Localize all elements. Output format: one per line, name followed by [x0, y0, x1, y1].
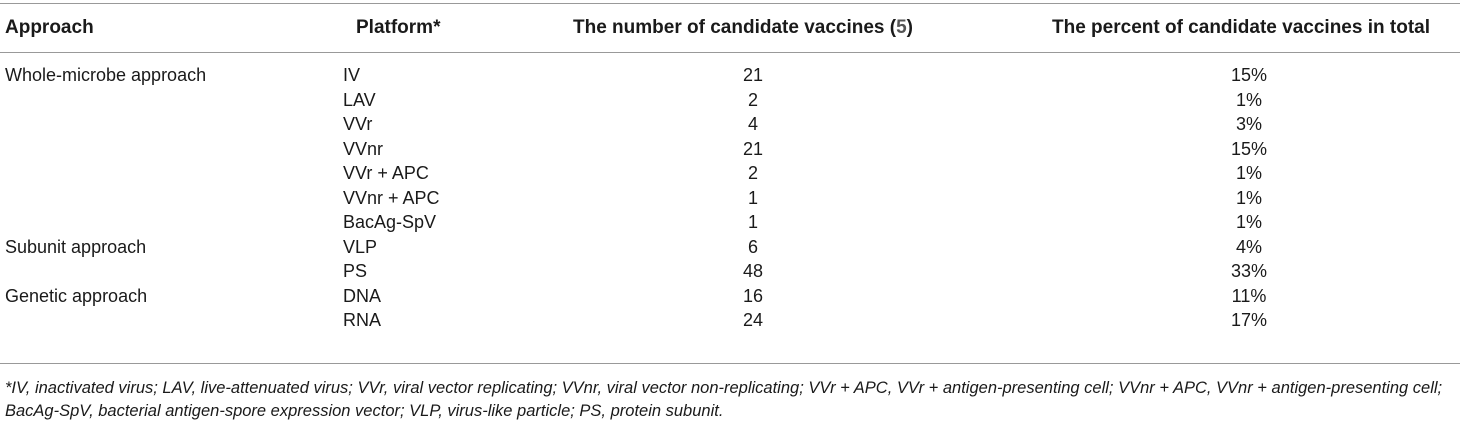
cell-number: 21 [742, 138, 764, 159]
cell-platform: VVnr [343, 138, 384, 159]
cell-approach: Genetic approach [5, 285, 148, 306]
header-platform: Platform* [356, 17, 441, 38]
cell-platform: PS [343, 261, 368, 281]
cell-platform: VVnr + APC [343, 187, 440, 208]
cell-percent: 17% [1230, 310, 1268, 330]
cell-platform: IV [343, 65, 361, 85]
cell-percent: 1% [1235, 187, 1262, 208]
header-rule [0, 52, 1460, 53]
cell-platform: DNA [343, 285, 382, 306]
cell-number: 48 [742, 261, 764, 281]
cell-approach: Whole-microbe approach [5, 65, 207, 85]
cell-number: 2 [747, 163, 758, 183]
cell-percent: 4% [1235, 236, 1262, 257]
cell-percent: 15% [1230, 138, 1268, 159]
cell-number: 16 [742, 285, 764, 306]
table-footnote: *IV, inactivated virus; LAV, live-attenuated virus; VVr, viral vector replicating; VVnr, viral vector non-replicating; VVr + APC, VVr + antigen-presenting cell; VVnr + APC, VVnr + antigen-presenting cell; BacAg-SpV, bacterial antigen-spore expression vector; VLP, virus-like particle; PS, protein subunit. [5, 379, 1443, 420]
cell-number: 6 [747, 236, 758, 257]
cell-approach: Subunit approach [5, 236, 147, 257]
cell-number: 1 [747, 187, 758, 208]
cell-percent: 1% [1235, 163, 1262, 183]
header-percent-of-candidate-vaccines: The percent of candidate vaccines in total [1052, 17, 1430, 38]
header-number-prefix: The number of candidate vaccines ( [573, 17, 897, 38]
cell-percent: 1% [1235, 89, 1262, 110]
cell-percent: 3% [1235, 114, 1262, 134]
cell-platform: RNA [343, 310, 382, 330]
cell-platform: VVr [343, 114, 373, 134]
header-number-reference-link[interactable]: 5 [896, 17, 907, 38]
cell-percent: 1% [1235, 212, 1262, 232]
table-bottom-rule [0, 363, 1460, 364]
table-top-rule [0, 3, 1460, 4]
header-number-of-candidate-vaccines [573, 16, 913, 40]
cell-number: 2 [747, 89, 758, 110]
cell-number: 1 [747, 212, 758, 232]
cell-platform: BacAg-SpV [343, 212, 437, 232]
header-number-suffix: ) [906, 17, 913, 38]
cell-number: 4 [747, 114, 758, 134]
cell-percent: 11% [1231, 285, 1267, 306]
cell-number: 24 [742, 310, 764, 330]
cell-platform: LAV [343, 89, 376, 110]
header-approach: Approach [5, 17, 94, 38]
cell-number: 21 [742, 65, 764, 85]
cell-platform: VLP [343, 236, 378, 257]
cell-platform: VVr + APC [343, 163, 429, 183]
cell-percent: 33% [1230, 261, 1268, 281]
cell-percent: 15% [1230, 65, 1268, 85]
